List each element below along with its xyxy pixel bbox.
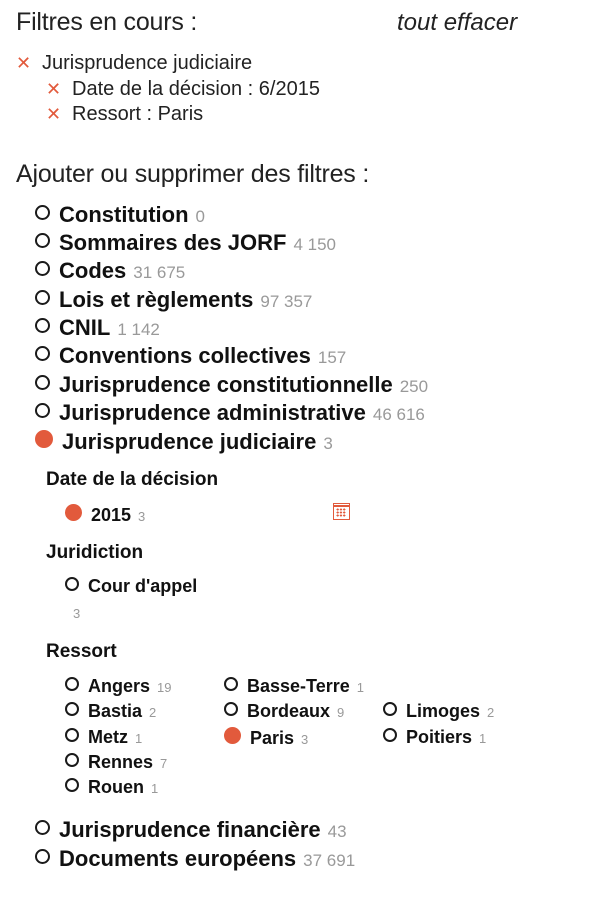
option-count: 1 bbox=[151, 781, 159, 796]
radio-empty-icon[interactable] bbox=[383, 702, 397, 716]
ressort-option[interactable] bbox=[65, 752, 167, 776]
option-count: 1 bbox=[479, 731, 487, 746]
facet-count: 3 bbox=[323, 434, 333, 453]
option-count: 2 bbox=[149, 705, 157, 720]
calendar-icon[interactable] bbox=[333, 503, 350, 520]
active-filters-title: Filtres en cours : bbox=[16, 8, 198, 36]
date-section-title: Date de la décision bbox=[46, 469, 219, 490]
option-label[interactable]: Basse-Terre bbox=[247, 676, 350, 696]
option-count: 3 bbox=[301, 732, 309, 747]
radio-empty-icon[interactable] bbox=[35, 375, 50, 390]
facet-label[interactable]: Jurisprudence constitutionnelle bbox=[59, 372, 393, 397]
option-label[interactable]: 2015 bbox=[91, 505, 132, 525]
option-label[interactable]: Cour d'appel bbox=[88, 576, 198, 596]
facet-item[interactable] bbox=[35, 258, 185, 286]
active-filter-row bbox=[46, 102, 203, 126]
radio-empty-icon[interactable] bbox=[35, 346, 50, 361]
facet-count: 0 bbox=[195, 207, 205, 226]
option-label[interactable]: Rouen bbox=[88, 777, 144, 797]
juridiction-section-title: Juridiction bbox=[46, 542, 144, 563]
facet-item[interactable] bbox=[35, 343, 346, 371]
facet-item[interactable] bbox=[35, 817, 347, 845]
active-filter-label: Jurisprudence judiciaire bbox=[42, 51, 253, 74]
ressort-option[interactable] bbox=[224, 676, 364, 700]
ressort-option[interactable] bbox=[383, 701, 494, 725]
facet-item[interactable] bbox=[35, 230, 336, 258]
ressort-option[interactable] bbox=[65, 701, 156, 725]
facet-count: 46 616 bbox=[372, 405, 425, 424]
ressort-section-title: Ressort bbox=[46, 641, 117, 662]
facet-count: 43 bbox=[327, 822, 347, 841]
radio-empty-icon[interactable] bbox=[224, 677, 238, 691]
facet-label[interactable]: Documents européens bbox=[59, 846, 297, 871]
facet-item-selected[interactable] bbox=[35, 429, 333, 457]
option-count: 3 bbox=[73, 606, 81, 621]
option-label[interactable]: Metz bbox=[88, 727, 128, 747]
option-count: 19 bbox=[157, 680, 172, 695]
option-count: 7 bbox=[160, 756, 168, 771]
radio-empty-icon[interactable] bbox=[65, 702, 79, 716]
active-filter-row bbox=[46, 77, 320, 101]
facet-count: 97 357 bbox=[260, 292, 313, 311]
radio-empty-icon[interactable] bbox=[65, 753, 79, 767]
radio-empty-icon[interactable] bbox=[65, 778, 79, 792]
facet-label[interactable]: Sommaires des JORF bbox=[59, 230, 287, 255]
ressort-option-selected[interactable] bbox=[224, 727, 308, 751]
radio-empty-icon[interactable] bbox=[65, 577, 79, 591]
radio-empty-icon[interactable] bbox=[35, 290, 50, 305]
option-count: 9 bbox=[337, 705, 345, 720]
radio-empty-icon[interactable] bbox=[35, 261, 50, 276]
active-filter-label: Ressort : Paris bbox=[72, 102, 204, 125]
radio-empty-icon[interactable] bbox=[35, 205, 50, 220]
option-label[interactable]: Angers bbox=[88, 676, 151, 696]
facet-label[interactable]: Jurisprudence judiciaire bbox=[62, 429, 317, 454]
radio-empty-icon[interactable] bbox=[35, 849, 50, 864]
radio-empty-icon[interactable] bbox=[383, 728, 397, 742]
radio-empty-icon[interactable] bbox=[35, 403, 50, 418]
option-count: 1 bbox=[356, 680, 364, 695]
option-label[interactable]: Paris bbox=[250, 728, 295, 748]
facet-item[interactable] bbox=[35, 372, 428, 400]
facet-count: 31 675 bbox=[133, 263, 186, 282]
facets-title: Ajouter ou supprimer des filtres : bbox=[16, 160, 370, 188]
facet-item[interactable] bbox=[35, 400, 425, 428]
radio-empty-icon[interactable] bbox=[35, 820, 50, 835]
radio-empty-icon[interactable] bbox=[35, 318, 50, 333]
facet-item[interactable] bbox=[35, 202, 205, 230]
option-count: 1 bbox=[135, 731, 143, 746]
facet-item[interactable] bbox=[35, 315, 160, 343]
facet-label[interactable]: Jurisprudence financière bbox=[59, 817, 321, 842]
radio-filled-icon[interactable] bbox=[224, 727, 241, 744]
option-count: 3 bbox=[138, 509, 146, 524]
facet-count: 37 691 bbox=[303, 851, 356, 870]
radio-empty-icon[interactable] bbox=[65, 677, 79, 691]
date-option[interactable] bbox=[65, 504, 145, 528]
radio-empty-icon[interactable] bbox=[35, 233, 50, 248]
facet-label[interactable]: Lois et règlements bbox=[59, 287, 254, 312]
option-label[interactable]: Limoges bbox=[406, 701, 481, 721]
facet-count: 1 142 bbox=[117, 320, 160, 339]
facet-label[interactable]: CNIL bbox=[59, 315, 111, 340]
ressort-option[interactable] bbox=[224, 701, 344, 725]
option-count: 2 bbox=[487, 705, 495, 720]
clear-all-link[interactable]: tout effacer bbox=[397, 9, 518, 36]
ressort-option[interactable] bbox=[65, 676, 171, 700]
radio-filled-icon[interactable] bbox=[35, 430, 53, 448]
ressort-option[interactable] bbox=[65, 777, 158, 801]
radio-filled-icon[interactable] bbox=[65, 504, 82, 521]
active-filter-row bbox=[16, 51, 252, 75]
option-label[interactable]: Bordeaux bbox=[247, 701, 331, 721]
facet-item[interactable] bbox=[35, 287, 312, 315]
radio-empty-icon[interactable] bbox=[224, 702, 238, 716]
ressort-option[interactable] bbox=[383, 727, 486, 751]
facet-count: 157 bbox=[317, 348, 347, 367]
option-label[interactable]: Rennes bbox=[88, 752, 154, 772]
close-x-icon[interactable]: ✕ bbox=[46, 104, 62, 124]
option-label[interactable]: Poitiers bbox=[406, 727, 473, 747]
facet-count: 250 bbox=[399, 377, 429, 396]
radio-empty-icon[interactable] bbox=[65, 728, 79, 742]
option-label[interactable]: Bastia bbox=[88, 701, 143, 721]
facet-count: 4 150 bbox=[293, 235, 336, 254]
facet-label[interactable]: Conventions collectives bbox=[59, 343, 311, 368]
close-x-icon[interactable]: ✕ bbox=[46, 79, 62, 99]
facet-item[interactable] bbox=[35, 846, 355, 874]
facet-label[interactable]: Codes bbox=[59, 258, 127, 283]
ressort-option[interactable] bbox=[65, 727, 142, 751]
juridiction-option[interactable] bbox=[65, 576, 197, 600]
active-filter-label: Date de la décision : 6/2015 bbox=[72, 77, 320, 100]
facet-label[interactable]: Jurisprudence administrative bbox=[59, 400, 366, 425]
facet-label[interactable]: Constitution bbox=[59, 202, 189, 227]
close-x-icon[interactable]: ✕ bbox=[16, 53, 32, 73]
